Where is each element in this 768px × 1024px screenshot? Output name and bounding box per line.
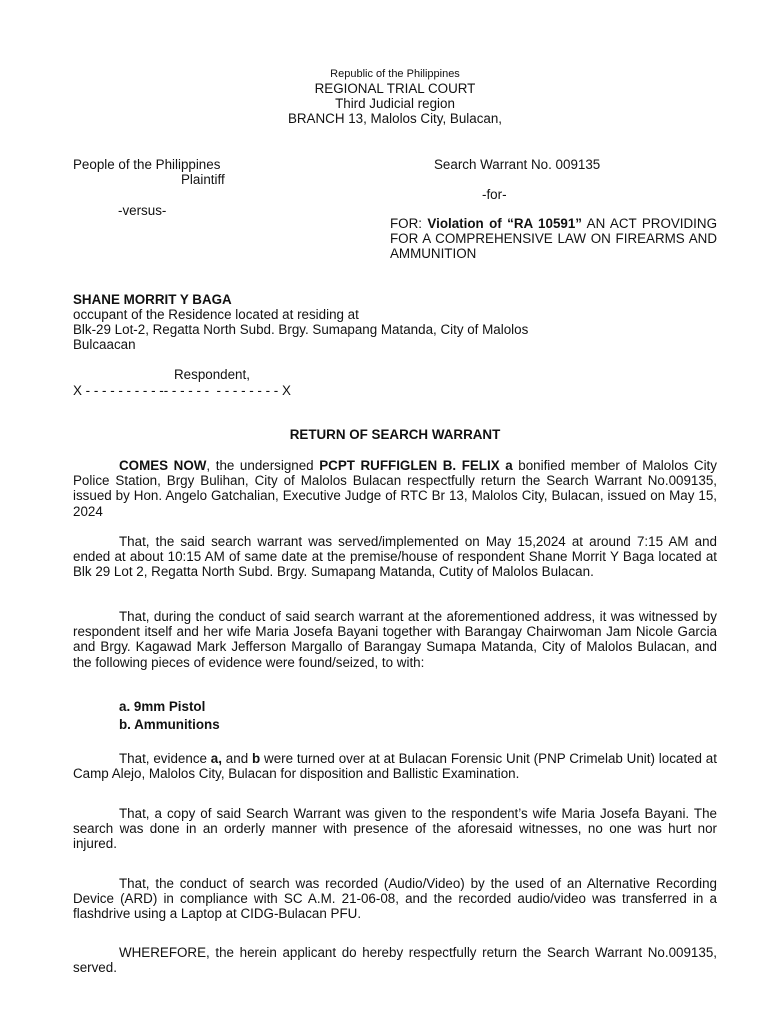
caption-separator: X - - - - - - - - - -- - - - - - - - - - - - - - X <box>73 383 291 398</box>
violation-title: Violation of “RA 10591” <box>427 216 582 231</box>
violation-description: AN ACT PROVIDING FOR A COMPREHENSIVE LAW ON FIREARMS AND AMMUNITION <box>390 216 717 262</box>
for-label: -for- <box>482 187 507 202</box>
respondent-name: SHANE MORRIT Y BAGA <box>73 292 232 307</box>
p4-text-e: were turned over at at Bulacan Forensic Unit (PNP Crimelab Unit) located at Camp Alejo, Malolos City, Bulacan for disposition and Ballistic Examination. <box>73 751 717 782</box>
paragraph-wherefore: WHEREFORE, the herein applicant do hereby respectfully return the Search Warrant No.009135, served. <box>73 945 717 976</box>
respondent-line-3: Bulcaacan <box>73 337 136 352</box>
p1-rest: bonified member of Malolos City Police Station, Brgy Bulihan, City of Malolos Bulacan respectfully return the Search Warrant No.009135, issued by Hon. Angelo Gatchalian, Executive Judge of RTC Br 13, Malolos City, Bulacan, issued on May 15, 2024 <box>73 458 717 519</box>
paragraph-recording: That, the conduct of search was recorded (Audio/Video) by the used of an Alternative Recording Device (ARD) in compliance with SC A.M. 21-06-08, and the recorded audio/video was transferred in a flashdrive using a Laptop at CIDG-Bulacan PFU. <box>73 876 717 922</box>
paragraph-service: That, the said search warrant was served/implemented on May 15,2024 at around 7:15 AM and ended at about 10:15 AM of same date at the premise/house of respondent Shane Morrit Y Baga located at Blk 29 Lot 2, Regatta North Subd. Brgy. Sumapang Matanda, Cutity of Malolos Bulacan. <box>73 534 717 580</box>
evidence-item-b: b. Ammunitions <box>119 717 220 732</box>
header-court: REGIONAL TRIAL COURT <box>314 81 476 96</box>
p4-evidence-b: b <box>252 751 261 766</box>
header-region: Third Judicial region <box>335 96 455 111</box>
document-title: RETURN OF SEARCH WARRANT <box>289 427 501 442</box>
warrant-number: Search Warrant No. 009135 <box>434 157 601 172</box>
plaintiff-name: People of the Philippines <box>73 157 221 172</box>
respondent-label: Respondent, <box>174 367 250 382</box>
comes-now-label: COMES NOW <box>119 458 207 473</box>
p4-text-a: That, evidence <box>119 751 211 766</box>
paragraph-witnesses: That, during the conduct of said search warrant at the aforementioned address, it was witnessed by respondent itself and her wife Maria Josefa Bayani together with Barangay Chairwoman Jam Nicole Garcia and Brgy. Kagawad Mark Jefferson Margallo of Barangay Sumapa Matanda, City of Malolos Bulacan, and the following pieces of evidence were found/seized, to with: <box>73 609 717 670</box>
paragraph-copy-given: That, a copy of said Search Warrant was given to the respondent’s wife Maria Josefa Bayani. The search was done in an orderly manner with presence of the aforesaid witnesses, no one was hurt nor injured. <box>73 806 717 852</box>
for-prefix: FOR: <box>390 216 422 231</box>
paragraph-comes-now <box>73 458 717 519</box>
p4-evidence-a: a, <box>210 751 222 766</box>
plaintiff-label: Plaintiff <box>181 172 225 187</box>
evidence-item-a: a. 9mm Pistol <box>119 699 206 714</box>
header-branch: BRANCH 13, Malolos City, Bulacan, <box>287 111 503 126</box>
versus-label: -versus- <box>118 203 167 218</box>
respondent-line-2: Blk-29 Lot-2, Regatta North Subd. Brgy. Sumapang Matanda, City of Malolos <box>73 322 529 337</box>
paragraph-turnover <box>73 751 717 781</box>
p4-text-c: and <box>221 751 252 766</box>
respondent-line-1: occupant of the Residence located at residing at <box>73 307 359 322</box>
p1-mid: , the undersigned <box>206 458 320 473</box>
officer-name: PCPT RUFFIGLEN B. FELIX a <box>319 458 513 473</box>
header-republic: Republic of the Philippines <box>330 68 460 80</box>
violation-block <box>390 216 717 262</box>
